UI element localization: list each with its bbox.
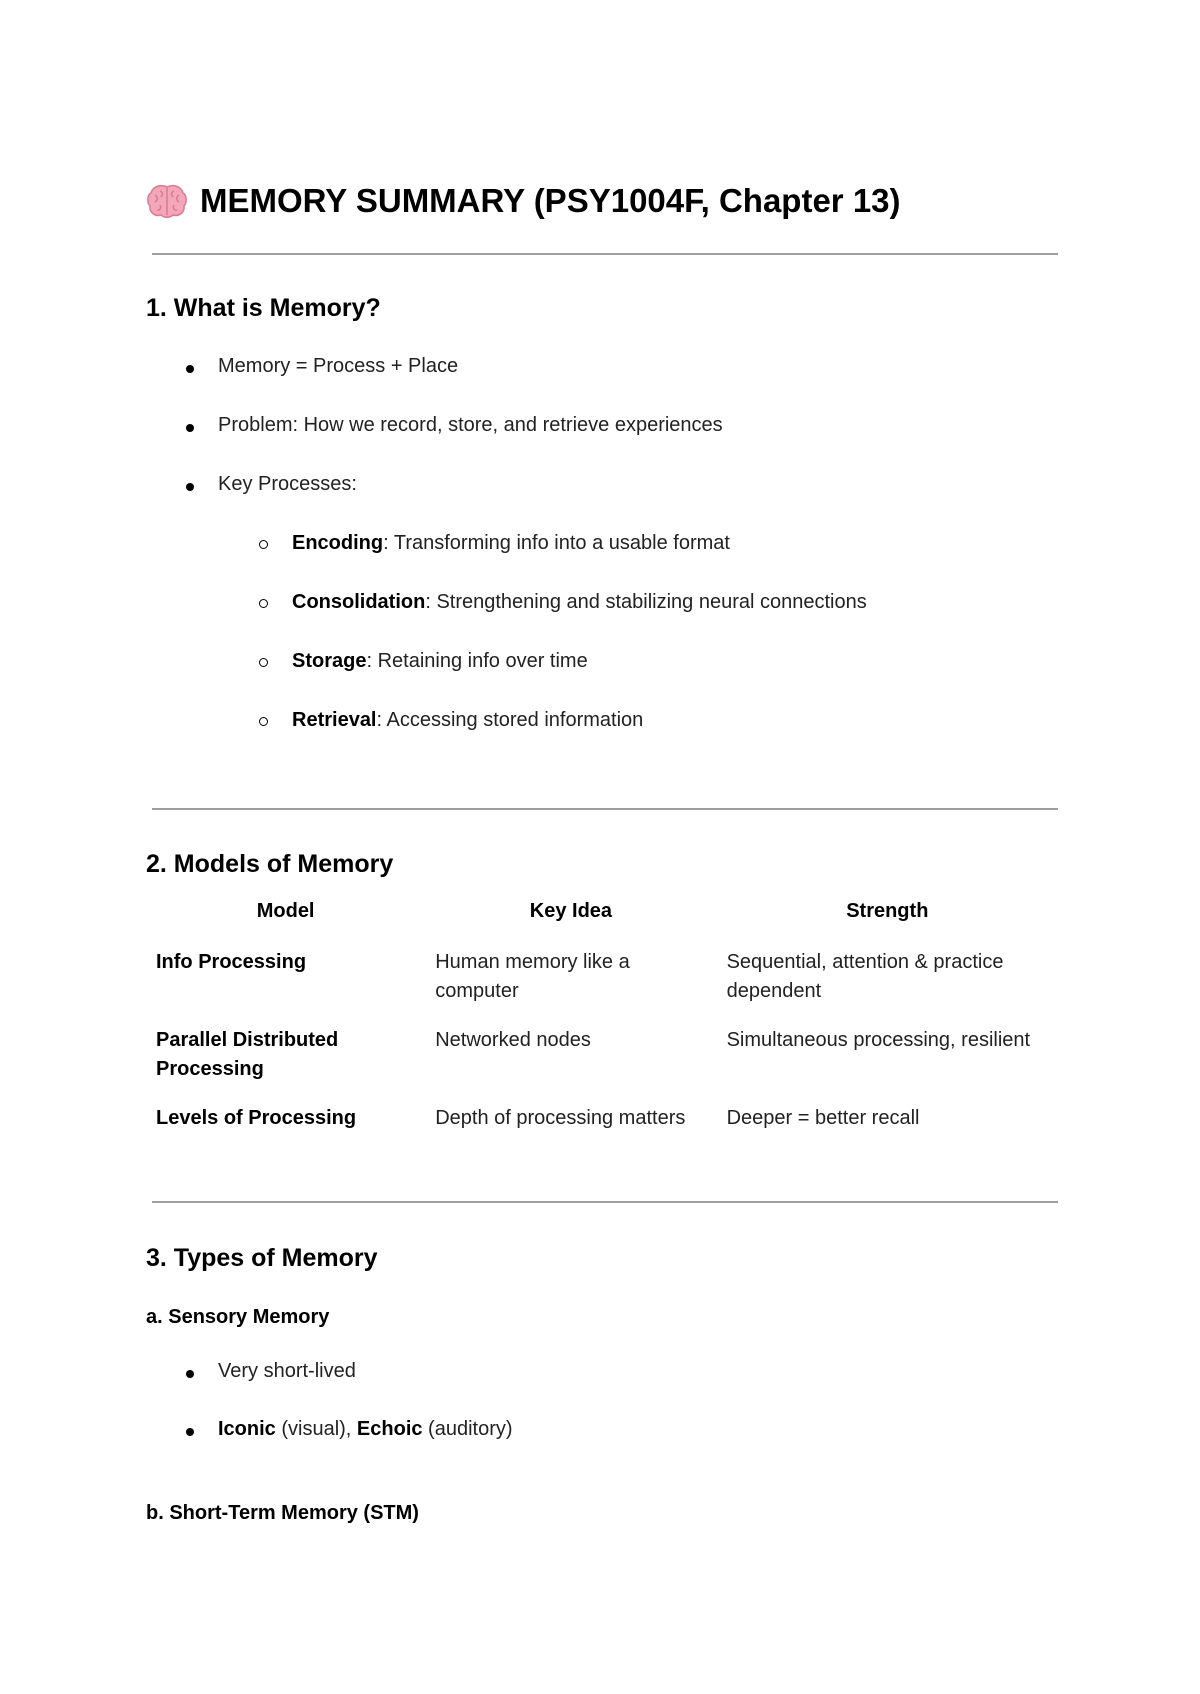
sub-bullet-storage — [292, 650, 588, 673]
table-cell-strength: Simultaneous processing, resilient — [726, 1029, 1031, 1051]
subsection-heading-short-term-memory: b. Short-Term Memory (STM) — [146, 1502, 419, 1524]
subsection-heading-sensory-memory: a. Sensory Memory — [146, 1306, 330, 1328]
bullet-item: Key Processes: — [218, 473, 357, 495]
models-table — [146, 893, 1058, 1145]
table-cell-idea: Depth of processing matters — [435, 1107, 686, 1129]
term-description: (auditory) — [422, 1418, 513, 1440]
bullet-item: Memory = Process + Place — [218, 355, 459, 377]
column-header-strength: Strength — [846, 900, 929, 922]
bullet-item: Problem: How we record, store, and retrieve experiences — [218, 414, 723, 436]
table-cell-idea: Human memory like a computer — [435, 951, 630, 1002]
section-heading-what-is-memory: 1. What is Memory? — [146, 294, 381, 322]
table-cell-model: Parallel Distributed Processing — [156, 1029, 339, 1080]
horizontal-rule — [152, 1201, 1058, 1203]
table-cell-model: Levels of Processing — [156, 1107, 357, 1129]
table-cell-strength: Deeper = better recall — [726, 1107, 920, 1129]
sub-bullet-retrieval — [292, 709, 643, 732]
table-row — [146, 1018, 1058, 1096]
page-title — [146, 182, 901, 220]
table-row — [146, 940, 1058, 1018]
table-cell-strength: Sequential, attention & practice dependent — [726, 951, 1004, 1002]
bullet-item-iconic-echoic — [218, 1418, 513, 1441]
term-description: : Retaining info over time — [366, 650, 588, 672]
sub-bullet-consolidation — [292, 591, 867, 614]
term-echoic: Echoic — [356, 1418, 423, 1440]
term-description: : Transforming info into a usable format — [383, 532, 730, 554]
term-iconic: Iconic — [218, 1418, 276, 1440]
term-retrieval: Retrieval — [292, 709, 377, 731]
table-header-row — [146, 893, 1058, 940]
table-cell-model: Info Processing — [156, 951, 307, 973]
term-encoding: Encoding — [292, 532, 384, 554]
horizontal-rule — [152, 808, 1058, 810]
column-header-model: Model — [256, 900, 315, 922]
table-cell-idea: Networked nodes — [435, 1029, 591, 1051]
table-row — [146, 1096, 1058, 1145]
term-storage: Storage — [292, 650, 367, 672]
sub-bullet-encoding — [292, 532, 730, 555]
term-description: : Accessing stored information — [376, 709, 644, 731]
page-title-text: MEMORY SUMMARY (PSY1004F, Chapter 13) — [200, 182, 901, 219]
horizontal-rule — [152, 253, 1058, 255]
brain-icon — [146, 183, 188, 219]
term-description: (visual), — [275, 1418, 357, 1440]
term-consolidation: Consolidation — [292, 591, 426, 613]
bullet-item: Very short-lived — [218, 1360, 356, 1382]
term-description: : Strengthening and stabilizing neural connections — [425, 591, 867, 613]
section-heading-models-of-memory: 2. Models of Memory — [146, 850, 394, 878]
section-heading-types-of-memory: 3. Types of Memory — [146, 1244, 378, 1272]
column-header-key-idea: Key Idea — [529, 900, 613, 922]
